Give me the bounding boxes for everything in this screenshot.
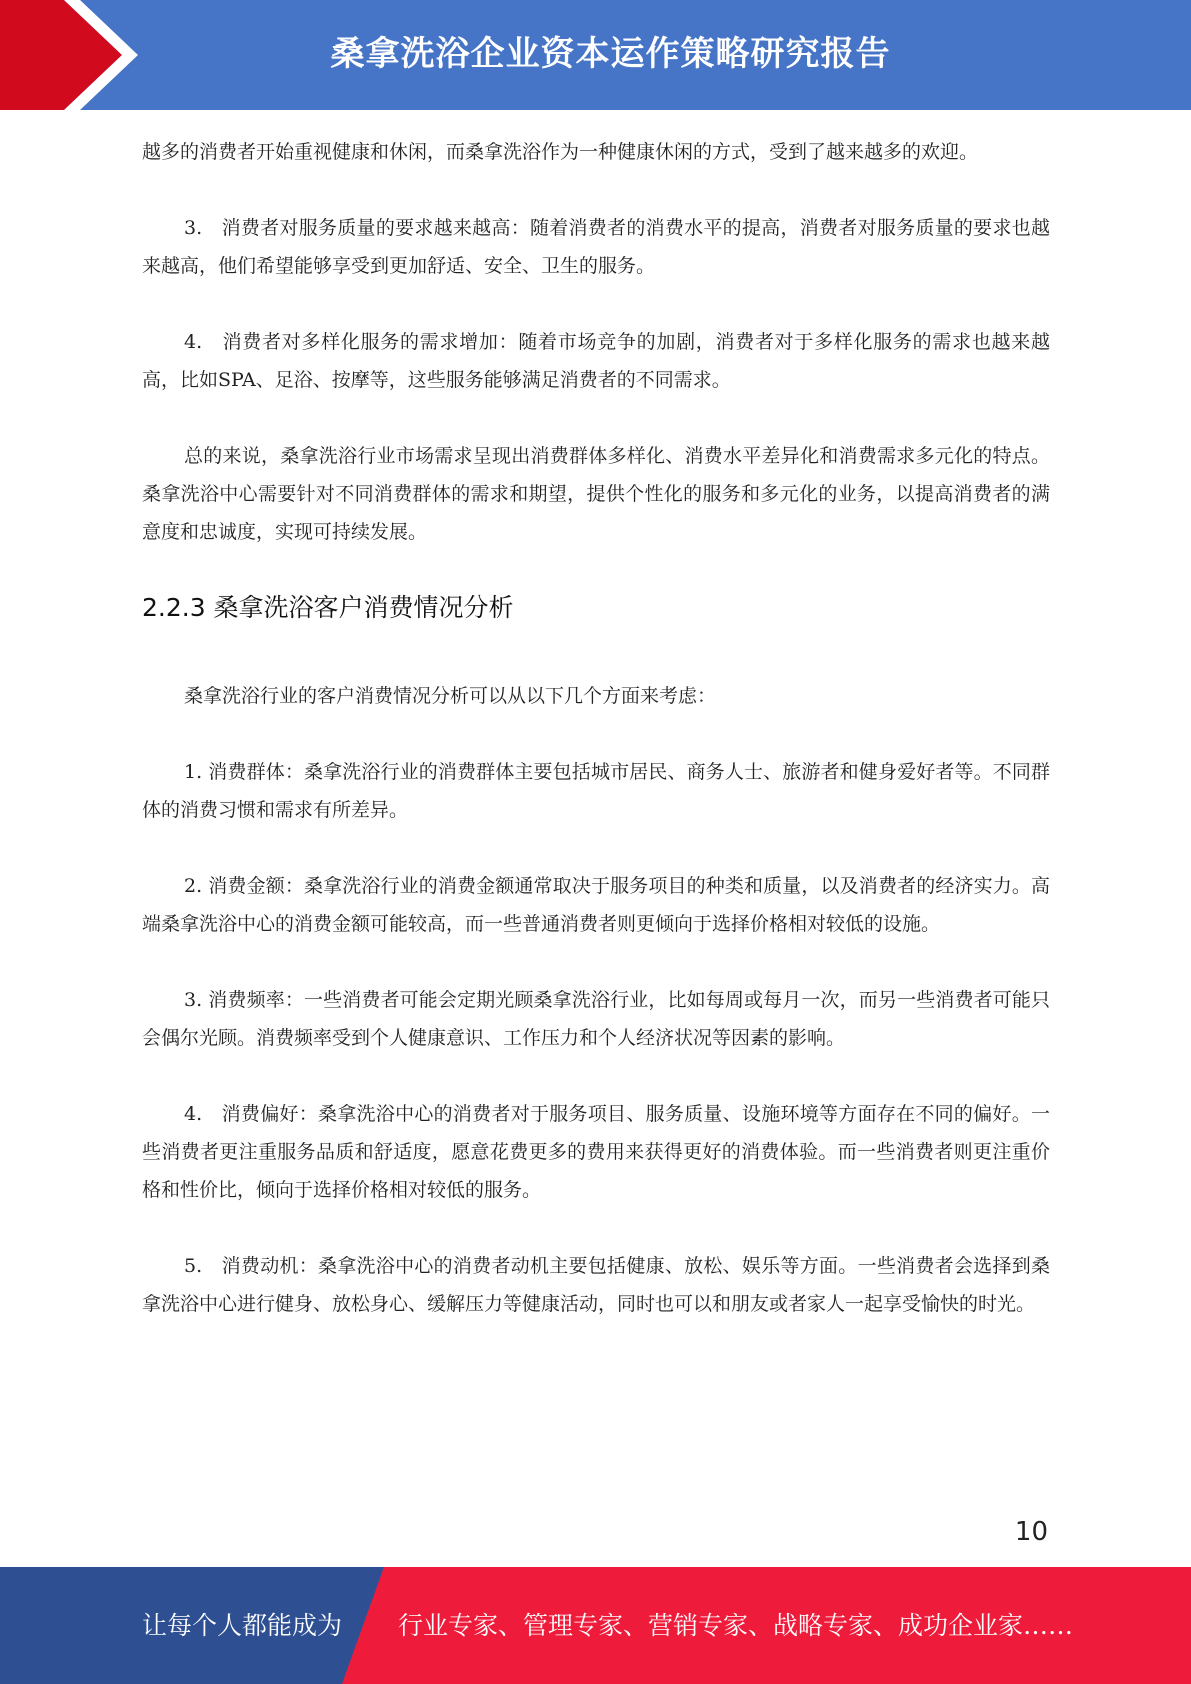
page-header [0, 0, 1191, 110]
section-heading: 2.2.3 桑拿洗浴客户消费情况分析 [142, 593, 514, 622]
page-number: 10 [1014, 1517, 1048, 1547]
page-footer [0, 1567, 1191, 1684]
header-arrow-decoration [0, 0, 150, 110]
paragraph-item-4: 4. 消费者对多样化服务的需求增加：随着市场竞争的加剧，消费者对于多样化服务的需求也越来越高，比如SPA、足浴、按摩等，这些服务能够满足消费者的不同需求。 [142, 331, 1050, 391]
paragraph-consumption-amount: 2. 消费金额：桑拿洗浴行业的消费金额通常取决于服务项目的种类和质量，以及消费者的经济实力。高端桑拿洗浴中心的消费金额可能较高，而一些普通消费者则更倾向于选择价格相对较低的设施。 [142, 875, 1050, 935]
footer-roles: 行业专家、管理专家、营销专家、战略专家、成功企业家…… [398, 1611, 1074, 1640]
paragraph-intro: 桑拿洗浴行业的客户消费情况分析可以从以下几个方面来考虑： [184, 685, 717, 707]
paragraph-consumption-motivation: 5. 消费动机：桑拿洗浴中心的消费者动机主要包括健康、放松、娱乐等方面。一些消费者会选择到桑拿洗浴中心进行健身、放松身心、缓解压力等健康活动，同时也可以和朋友或者家人一起享受愉快的时光。 [142, 1255, 1050, 1315]
paragraph-summary: 总的来说，桑拿洗浴行业市场需求呈现出消费群体多样化、消费水平差异化和消费需求多元化的特点。桑拿洗浴中心需要针对不同消费群体的需求和期望，提供个性化的服务和多元化的业务，以提高消费者的满意度和忠诚度，实现可持续发展。 [142, 445, 1050, 543]
paragraph-consumer-group: 1. 消费群体：桑拿洗浴行业的消费群体主要包括城市居民、商务人士、旅游者和健身爱好者等。不同群体的消费习惯和需求有所差异。 [142, 761, 1050, 821]
paragraph-item-3: 3. 消费者对服务质量的要求越来越高：随着消费者的消费水平的提高，消费者对服务质量的要求也越来越高，他们希望能够享受到更加舒适、安全、卫生的服务。 [142, 217, 1050, 277]
paragraph-continuation: 越多的消费者开始重视健康和休闲，而桑拿洗浴作为一种健康休闲的方式，受到了越来越多的欢迎。 [142, 141, 979, 163]
page-content [142, 133, 1050, 1361]
paragraph-consumption-preference: 4. 消费偏好：桑拿洗浴中心的消费者对于服务项目、服务质量、设施环境等方面存在不同的偏好。一些消费者更注重服务品质和舒适度，愿意花费更多的费用来获得更好的消费体验。而一些消费者则更注重价格和性价比，倾向于选择价格相对较低的服务。 [142, 1103, 1050, 1201]
paragraph-consumption-frequency: 3. 消费频率：一些消费者可能会定期光顾桑拿洗浴行业，比如每周或每月一次，而另一些消费者可能只会偶尔光顾。消费频率受到个人健康意识、工作压力和个人经济状况等因素的影响。 [142, 989, 1050, 1049]
report-title: 桑拿洗浴企业资本运作策略研究报告 [330, 34, 891, 74]
footer-slogan: 让每个人都能成为 [142, 1611, 343, 1640]
